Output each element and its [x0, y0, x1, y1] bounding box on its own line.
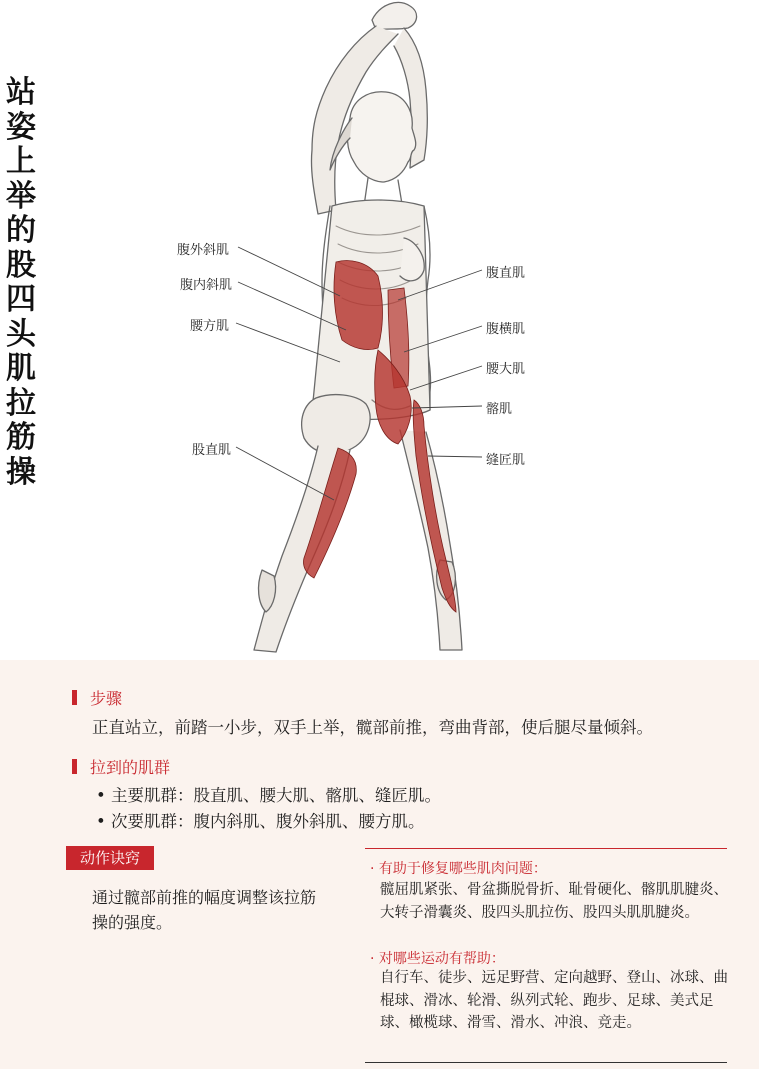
helps-heading: · 有助于修复哪些肌肉问题： — [370, 861, 547, 877]
sports-heading: · 对哪些运动有帮助： — [370, 951, 505, 967]
label-psoas-major: 腰大肌 — [486, 362, 526, 377]
tips-text: 通过髋部前推的幅度调整该拉筋操的强度。 — [92, 888, 317, 932]
sidebox-top-rule — [365, 848, 727, 849]
muscles-heading: 拉到的肌群 — [90, 758, 171, 777]
section-marker — [72, 759, 77, 774]
sports-text: 自行车、徒步、远足野营、定向越野、登山、冰球、曲棍球、滑冰、轮滑、纵列式轮、跑步、足球、美式足球、橄榄球、滑雪、滑水、冲浪、竞走。 — [380, 970, 728, 1031]
helps-text: 髋屈肌紧张、骨盆撕脱骨折、耻骨硬化、髂肌肌腱炎、大转子滑囊炎、股四头肌拉伤、股四头肌肌腱炎。 — [380, 882, 728, 921]
label-quadratus-lumborum: 腰方肌 — [190, 319, 230, 334]
section-marker — [72, 690, 77, 705]
label-sartorius: 缝匠肌 — [486, 453, 526, 468]
tips-heading: 动作诀窍 — [66, 846, 154, 870]
sidebox-bottom-rule — [365, 1062, 727, 1063]
secondary-muscles: • 次要肌群：腹内斜肌、腹外斜肌、腰方肌。 — [96, 812, 425, 831]
label-external-oblique: 腹外斜肌 — [177, 243, 230, 258]
label-internal-oblique: 腹内斜肌 — [180, 278, 233, 293]
label-transversus-abdominis: 腹横肌 — [486, 322, 526, 337]
label-rectus-femoris: 股直肌 — [192, 443, 232, 458]
label-iliacus: 髂肌 — [486, 402, 513, 417]
label-rectus-abdominis: 腹直肌 — [486, 266, 526, 281]
steps-heading: 步骤 — [90, 689, 123, 708]
steps-text: 正直站立，前踏一小步，双手上举，髋部前推，弯曲背部，使后腿尽量倾斜。 — [92, 718, 653, 737]
page-title: 站姿上举的股四头肌拉筋操 — [6, 75, 36, 490]
primary-muscles: • 主要肌群：股直肌、腰大肌、髂肌、缝匠肌。 — [96, 786, 441, 805]
